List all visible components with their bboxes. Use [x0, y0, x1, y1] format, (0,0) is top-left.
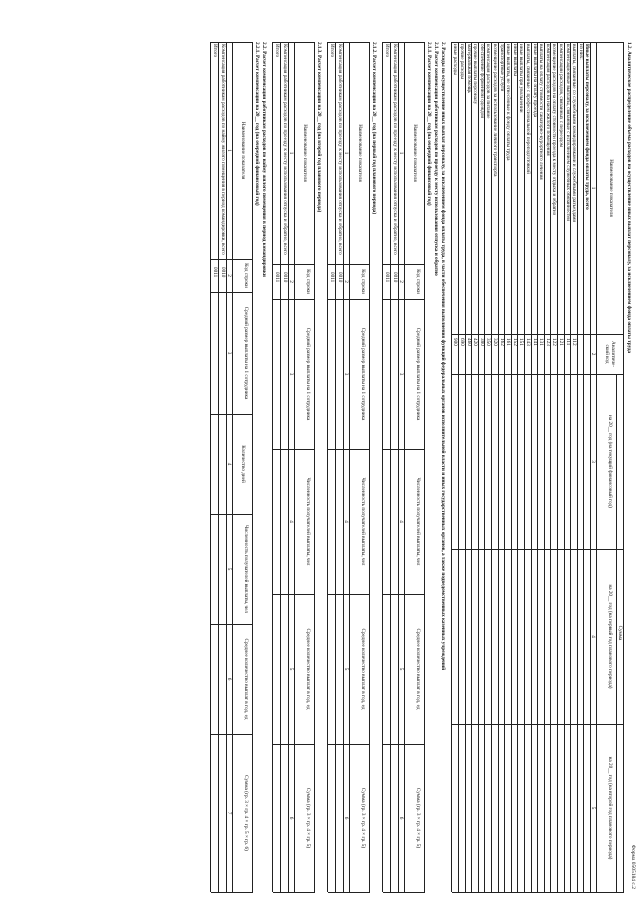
table-row-code: 460 — [465, 338, 472, 346]
table-rule — [211, 42, 212, 892]
table-row-name: компенсации расходов, связанных с переездом — [558, 44, 565, 148]
table-rule — [383, 299, 425, 300]
column-number: 1 — [226, 149, 233, 152]
table-row-code: 900 — [452, 338, 459, 346]
table-row-code: 320 — [492, 338, 499, 346]
table-rule — [211, 734, 253, 735]
column-header-code: Аналитиче-ский код — [604, 341, 616, 367]
table-row-code: 0010 — [337, 272, 344, 283]
table-rule — [273, 264, 315, 265]
column-header-sum: Сумма (гр. 3 × гр. 4 × гр. 5) — [360, 787, 367, 849]
column-header-year3: на 20__ год (на второй год планового периода) — [607, 756, 613, 860]
table-rule — [505, 42, 506, 892]
table-row-code: 151 — [518, 338, 525, 346]
form-code: Форма 0505184 с.2 — [630, 844, 636, 889]
table-rule — [383, 892, 425, 893]
table-rule — [273, 42, 315, 43]
table-row-name: Компенсация работникам расходов по проезду к месту использования отпуска и обратно, всего — [337, 44, 344, 255]
table-rule — [253, 42, 254, 892]
table-rule — [551, 42, 552, 892]
column-number: 3 — [398, 372, 405, 376]
table-rule — [219, 42, 220, 892]
column-number: 5 — [398, 667, 405, 671]
column-number: 4 — [343, 520, 350, 523]
column-number: 6 — [343, 816, 350, 820]
table-row-name: Итого — [212, 44, 219, 58]
section-2-heading: 2. Расходы на осуществление иных выплат персоналу, за исключением фонда оплаты труда, в части обеспечения выполнения функций федеральных органов исполнительной власти и иных государственных органов, а также подведомственных казенных учреждений — [440, 42, 447, 671]
table-rule — [452, 42, 624, 43]
table-rule — [538, 42, 539, 892]
table-rule — [315, 42, 316, 892]
column-number: 3 — [288, 372, 295, 376]
table-row-name: компенсация расходов на наём жилого помещения — [544, 44, 551, 156]
column-number: 4 — [590, 635, 596, 638]
column-header-avg: Средний размер выплаты на 1 сотрудника — [415, 327, 422, 421]
table-rule — [211, 892, 253, 893]
table-row-code: 380 — [478, 338, 485, 346]
column-number: 4 — [288, 520, 295, 523]
column-number: 3 — [590, 460, 596, 463]
table-row-name: Компенсация работникам расходов по проезду к месту использования отпуска и обратно, всего — [282, 44, 289, 255]
table-row-code: 420 — [472, 338, 479, 346]
column-number: 5 — [226, 567, 233, 571]
table-rule — [383, 42, 384, 892]
table-row-code: 0010 — [282, 272, 289, 283]
table-row-name: иные выплаты при увольнении — [518, 44, 525, 113]
table-rule — [295, 42, 296, 892]
table-row-code: 143 — [525, 338, 532, 346]
table-rule — [273, 449, 315, 450]
column-number: 6 — [226, 677, 233, 681]
table-row-code: 152 — [511, 338, 518, 346]
table-row-name: выплаты на оплату стоимости санаторно-курортного лечения — [538, 44, 545, 180]
column-number: 7 — [226, 811, 233, 815]
table-rule — [478, 42, 479, 892]
table-row-name: иные расходы — [452, 44, 459, 75]
table-rule — [584, 42, 585, 892]
table-rule — [472, 42, 473, 892]
column-number: 1 — [343, 151, 350, 155]
table-rule — [596, 42, 597, 892]
table-rule — [405, 42, 406, 892]
table-row-code: 111 — [564, 338, 571, 346]
column-header-code: Код строки — [243, 263, 250, 288]
table-rule — [564, 42, 565, 892]
column-header-sum: Сумма (гр. 3 × гр. 4 × гр. 5) — [305, 787, 312, 849]
column-number: 3 — [226, 351, 233, 355]
column-header-name: Наименование показателя — [302, 124, 309, 182]
table-rule — [328, 42, 370, 43]
table-row-code: 0011 — [212, 267, 219, 278]
section-2-1-heading: 2.1. Расчет компенсации работникам расходов по проезду к месту использования отпуска и обратно — [433, 42, 440, 276]
table-row-code: 122 — [551, 338, 558, 346]
table-row-code: 123 — [544, 338, 551, 346]
section-2-1-2-heading: 2.1.2. Расчет компенсации на 20__ год (на первый год планового периода) — [371, 42, 378, 215]
column-number: 1 — [288, 151, 295, 155]
table-rule — [273, 594, 315, 595]
table-row-name: Итого — [274, 44, 281, 58]
section-2-1-3-heading: 2.1.3. Расчет компенсации на 20__ год (на второй год планового периода) — [316, 42, 323, 213]
column-header-code: Код строки — [415, 269, 422, 294]
column-header-qty: Среднее количество выплат в год, ед — [415, 628, 422, 710]
table-rule — [491, 42, 492, 892]
table-rule — [511, 42, 512, 892]
table-row-name: транспортные услуги — [498, 44, 505, 92]
column-number: 1 — [590, 186, 596, 190]
table-row-name: выплаты, связанные со служебными командировками и служебными разъездами — [571, 44, 578, 223]
column-header-count: Численность получателей выплаты, чел — [360, 477, 367, 566]
table-row-code: 131 — [538, 338, 545, 346]
column-header-name: Наименование показателя — [608, 159, 614, 217]
section-2-2-1-heading: 2.2.1. Расчет компенсации на 20__ год (на очередной финансовый год) — [254, 42, 261, 206]
column-header-days: Количество дней — [240, 445, 247, 483]
column-number: 5 — [288, 667, 295, 671]
table-row-name: компенсация расходов за питание — [485, 44, 492, 119]
table-rule — [336, 42, 337, 892]
table-rule — [273, 892, 315, 893]
column-header-count: Численность получателей выплаты, чел — [415, 477, 422, 566]
table-row-name: выплаты, связанные с профессиональной переподготовкой — [525, 44, 532, 174]
table-rule — [623, 42, 624, 892]
table-row-name: компенсационные выплаты, связанные с исполнением служебных обязанностей — [564, 44, 571, 222]
column-header-name: Наименование показателя — [357, 124, 364, 182]
table-row-code: 690 — [459, 338, 466, 346]
column-number: 2 — [590, 352, 596, 356]
column-header-year2: на 20__ год (на первый год планового периода) — [607, 584, 613, 689]
table-row-name: Итого — [329, 44, 336, 58]
table-rule — [452, 549, 624, 550]
table-rule — [273, 299, 315, 300]
column-number: 5 — [590, 806, 596, 810]
table-rule — [383, 449, 425, 450]
section-2-2-heading: 2.2. Расчет компенсации работникам расходов по найму жилого помещения в период командировки — [261, 42, 268, 277]
table-row-name: иные выплаты — [511, 44, 518, 76]
table-rule — [485, 42, 486, 892]
table-row-name: иные выплаты, не отнесённые к фонду оплаты труда — [505, 44, 512, 161]
table-rule — [458, 42, 459, 892]
table-rule — [281, 42, 282, 892]
column-header-avg: Средний размер выплаты на 1 сотрудника — [243, 306, 250, 400]
table-rule — [452, 374, 624, 375]
table-rule — [328, 594, 370, 595]
column-number: 3 — [343, 372, 350, 376]
table-rule — [452, 724, 624, 725]
table-row-name: Компенсация работникам расходов по проезду к месту использования отпуска и обратно, всего — [392, 44, 399, 255]
table-rule — [383, 744, 425, 745]
table-row-name: иные выплаты на оплату проезда — [531, 44, 538, 118]
table-rule — [328, 264, 370, 265]
table-rule — [328, 299, 370, 300]
table-row-name: Итого — [384, 44, 391, 58]
table-row-name: из них: — [577, 44, 584, 60]
table-row-code: 141 — [531, 338, 538, 346]
table-rule — [328, 892, 370, 893]
table-rule — [328, 42, 329, 892]
table-rule — [273, 42, 274, 892]
column-header-name: Наименование показателя — [412, 124, 419, 182]
table-rule — [370, 42, 371, 892]
table-row-code: 350 — [485, 338, 492, 346]
column-number: 6 — [288, 816, 295, 820]
table-row-name: Иные выплаты персоналу, за исключением фонда оплаты труда, всего — [584, 44, 591, 210]
table-rule — [273, 744, 315, 745]
column-header-qty: Среднее количество выплат в год, ед — [243, 638, 250, 720]
table-rule — [452, 42, 453, 892]
table-rule — [383, 264, 425, 265]
column-number: 2 — [398, 280, 405, 283]
table-rule — [452, 334, 624, 335]
table-rule — [211, 259, 253, 260]
column-header-name: Наименование показателя — [240, 121, 247, 180]
column-number: 2 — [288, 280, 295, 283]
column-header-code: Код строки — [305, 269, 312, 294]
table-row-name: Компенсация работникам расходов по найму жилого помещения в период командировки, всего — [220, 44, 227, 255]
table-rule — [233, 42, 234, 892]
column-header-avg: Средний размер выплаты на 1 сотрудника — [305, 327, 312, 421]
table-rule — [452, 892, 624, 893]
rotated-form-page — [52, 34, 640, 905]
table-row-name: прочие выплаты персоналу — [472, 44, 479, 105]
column-number: 4 — [226, 462, 233, 466]
table-rule — [211, 624, 253, 625]
column-header-sum: Сумма — [617, 625, 623, 641]
table-row-name: возмещение расходов на оплату стоимости проезда к месту отдыха и обратно — [551, 44, 558, 216]
table-1-2-heading: 1.2. Аналитическое распределение объема расходов на осуществление иных выплат персоналу, за исключением фонда оплаты труда — [626, 42, 632, 354]
table-row-code: 0010 — [220, 267, 227, 278]
table-row-code: 0011 — [384, 272, 391, 283]
column-header-qty: Среднее количество выплат в год, ед — [305, 628, 312, 710]
table-rule — [211, 414, 253, 415]
table-row-code: 112 — [571, 338, 578, 346]
column-number: 2 — [226, 274, 233, 277]
table-row-name: возмещение расходов за использование личного транспорта — [492, 44, 499, 177]
document-sheet — [52, 34, 640, 905]
column-header-year1: на 20__ год (на текущий финансовый год) — [607, 415, 613, 508]
table-rule — [425, 42, 426, 892]
table-row-code: 0011 — [274, 272, 281, 283]
table-row-code: 0011 — [329, 272, 336, 283]
column-header-count: Численность получателей выплаты, чел — [305, 477, 312, 566]
column-number: 6 — [398, 816, 405, 820]
column-number: 4 — [398, 520, 405, 523]
table-row-name: материальная помощь — [465, 44, 472, 93]
column-number: 1 — [398, 151, 405, 155]
section-2-1-1-heading: 2.1.1. Расчет компенсации на 20__ год (на очередной финансовый год) — [426, 42, 433, 206]
table-rule — [328, 449, 370, 450]
table-rule — [518, 42, 519, 892]
column-header-avg: Средний размер выплаты на 1 сотрудника — [360, 327, 367, 421]
table-rule — [328, 744, 370, 745]
table-rule — [211, 514, 253, 515]
table-row-code: 121 — [558, 338, 565, 346]
table-rule — [211, 292, 253, 293]
column-header-qty: Среднее количество выплат в год, ед — [360, 628, 367, 710]
table-rule — [350, 42, 351, 892]
table-rule — [383, 42, 425, 43]
table-row-code: 161 — [505, 338, 512, 346]
column-header-sum: Сумма (гр. 3 × гр. 4 × гр. 5 × гр. 6) — [243, 775, 250, 851]
table-rule — [391, 42, 392, 892]
table-row-name: обеспечение форменной одеждой — [478, 44, 485, 119]
table-row-name: прочие расходы — [459, 44, 466, 79]
table-rule — [383, 594, 425, 595]
column-number: 5 — [343, 667, 350, 671]
column-header-code: Код строки — [360, 269, 367, 294]
table-rule — [524, 42, 525, 892]
table-rule — [465, 42, 466, 892]
column-number: 2 — [343, 280, 350, 283]
table-row-code: 162 — [498, 338, 505, 346]
table-row-code: 0010 — [392, 272, 399, 283]
table-rule — [211, 42, 253, 43]
column-header-count: Численность получателей выплаты, чел — [243, 525, 250, 613]
column-header-sum: Сумма (гр. 3 × гр. 4 × гр. 5) — [415, 787, 422, 849]
